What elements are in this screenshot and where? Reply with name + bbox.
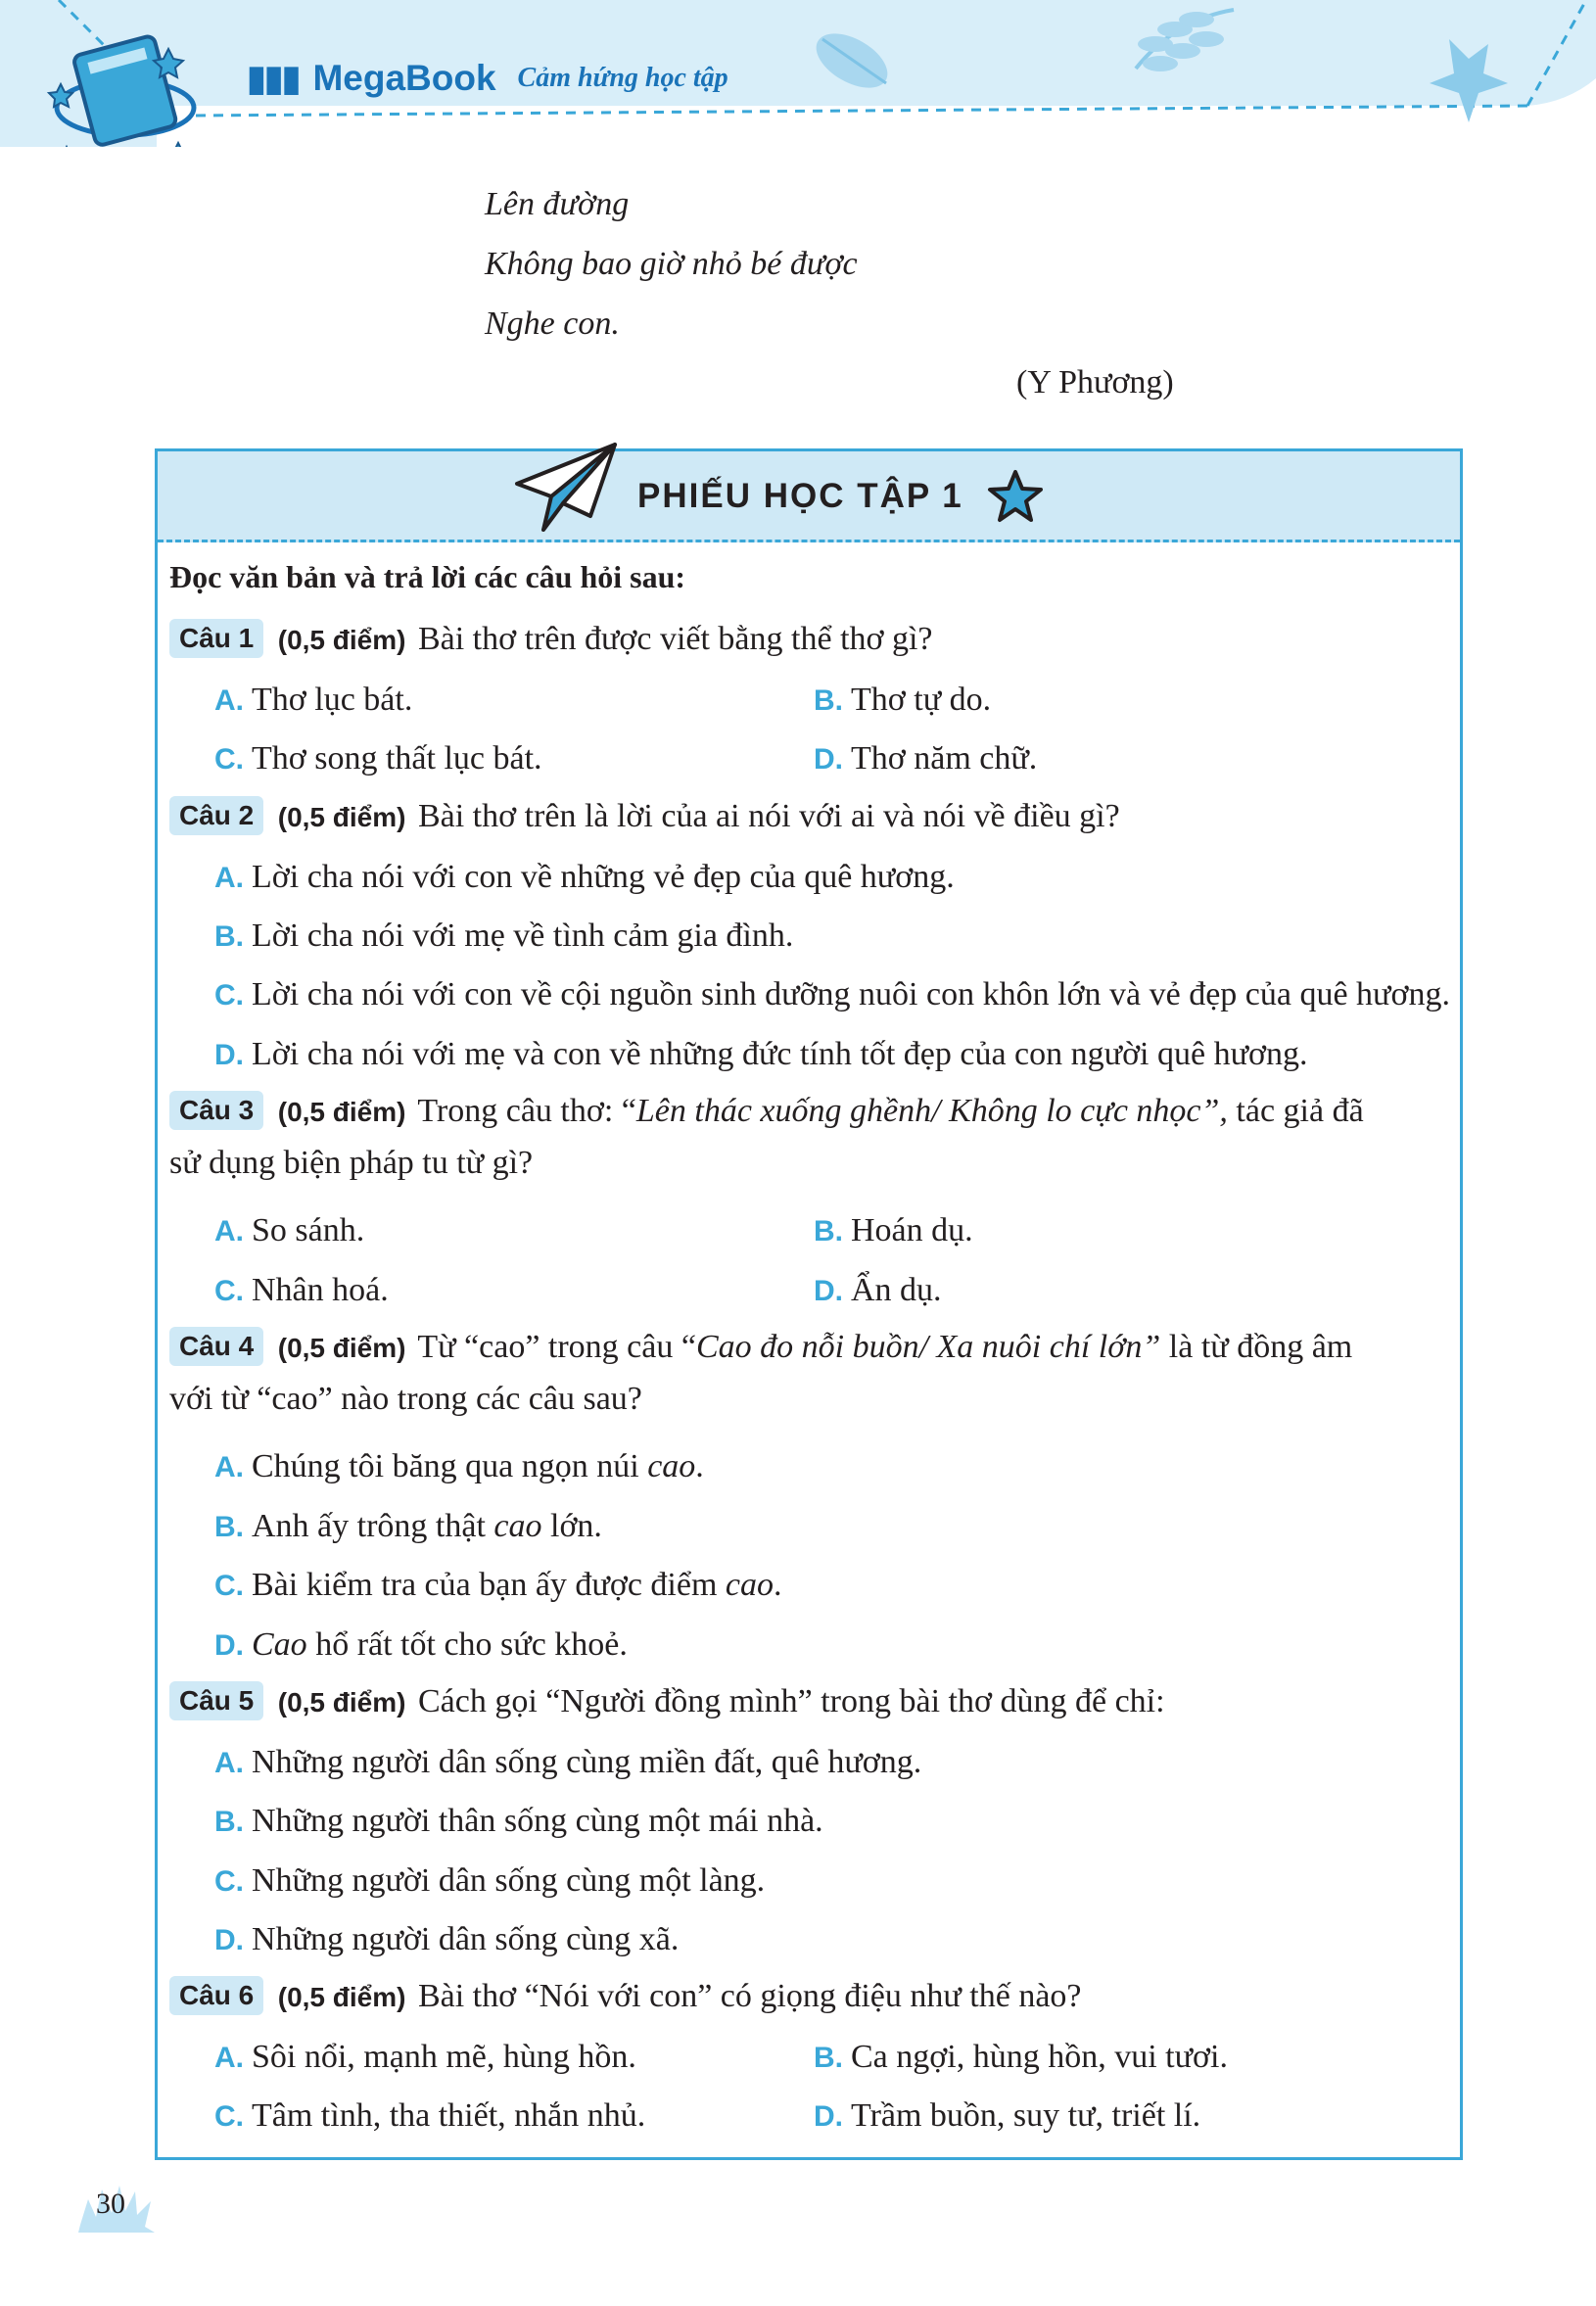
question-3	[169, 1087, 1452, 1137]
option-a	[214, 2036, 636, 2080]
option-letter: B.	[214, 920, 244, 953]
option-c	[214, 1859, 765, 1904]
option-letter: A.	[214, 1747, 244, 1779]
header-background	[0, 0, 1596, 147]
poem-author: (Y Phương)	[1016, 364, 1174, 400]
option-d	[214, 1033, 1308, 1077]
option-letter: D.	[814, 2100, 843, 2133]
option-c	[214, 737, 542, 781]
option-text: Những người dân sống cùng một làng.	[252, 1862, 766, 1899]
brand-name: MegaBook	[312, 58, 496, 98]
option-text: Hoán dụ.	[851, 1212, 973, 1248]
question-tag: Câu 1	[169, 619, 263, 658]
question-3-line-2: sử dụng biện pháp tu từ gì?	[169, 1145, 534, 1181]
option-a	[214, 1209, 364, 1253]
option-b	[214, 1800, 823, 1844]
option-text: Thơ lục bát.	[252, 682, 413, 718]
option-text: Những người dân sống cùng miền đất, quê hương.	[252, 1744, 922, 1780]
option-a	[214, 856, 955, 900]
page-number: 30	[96, 2188, 125, 2220]
option-text: Thơ năm chữ.	[851, 740, 1038, 777]
question-text: Bài thơ trên là lời của ai nói với ai và nói về điều gì?	[417, 798, 1120, 834]
option-text: Ca ngợi, hùng hồn, vui tươi.	[851, 2039, 1228, 2075]
option-text: Thơ song thất lục bát.	[252, 740, 542, 777]
option-text: Những người thân sống cùng một mái nhà.	[252, 1803, 823, 1839]
option-c	[214, 2094, 645, 2139]
option-a	[214, 679, 412, 723]
option-letter: C.	[214, 979, 244, 1012]
option-text: Những người dân sống cùng xã.	[252, 1921, 680, 1957]
question-tag: Câu 6	[169, 1976, 263, 2015]
page-number-badge	[74, 2182, 157, 2235]
option-b	[814, 679, 991, 723]
option-letter: B.	[814, 684, 843, 717]
option-text: .	[774, 1567, 782, 1603]
option-text: So sánh.	[252, 1212, 365, 1248]
option-text: hổ rất tốt cho sức khoẻ.	[306, 1626, 628, 1663]
option-emphasis: cao	[493, 1508, 542, 1544]
question-text: là từ đồng âm	[1160, 1329, 1353, 1365]
option-text: Lời cha nói với con về cội nguồn sinh dưỡng nuôi con khôn lớn và vẻ đẹp của quê hương.	[252, 976, 1450, 1012]
option-text: Lời cha nói với mẹ về tình cảm gia đình.	[252, 918, 794, 954]
option-text: Tâm tình, tha thiết, nhắn nhủ.	[252, 2097, 646, 2134]
worksheet-box	[155, 448, 1463, 2160]
question-tag: Câu 2	[169, 796, 263, 835]
option-text: Lời cha nói với mẹ và con về những đức tính tốt đẹp của con người quê hương.	[252, 1036, 1308, 1072]
option-text: .	[695, 1448, 704, 1484]
option-text: Chúng tôi băng qua ngọn núi	[252, 1448, 648, 1484]
worksheet-instruction: Đọc văn bản và trả lời các câu hỏi sau:	[169, 559, 686, 594]
question-text: tác giả đã	[1227, 1093, 1364, 1129]
option-letter: D.	[214, 1629, 244, 1662]
option-b	[814, 1209, 973, 1253]
option-b	[214, 1505, 602, 1549]
option-letter: A.	[214, 1451, 244, 1483]
option-text: Trầm buồn, suy tư, triết lí.	[851, 2097, 1201, 2134]
option-letter: B.	[214, 1511, 244, 1543]
option-letter: C.	[214, 743, 244, 776]
poem-line: Lên đường	[485, 186, 630, 222]
option-text: Sôi nổi, mạnh mẽ, hùng hồn.	[252, 2039, 636, 2075]
question-6	[169, 1972, 1452, 2022]
option-letter: C.	[214, 1570, 244, 1602]
question-4	[169, 1323, 1452, 1373]
brand	[247, 55, 728, 102]
option-a	[214, 1445, 704, 1489]
option-text: Nhân hoá.	[252, 1272, 389, 1308]
option-d	[214, 1918, 679, 1962]
question-text: Từ “cao” trong câu “	[417, 1329, 696, 1365]
question-quote: Lên thác xuống ghềnh/ Không lo cực nhọc”,	[635, 1093, 1228, 1129]
option-b	[814, 2036, 1228, 2080]
question-points: (0,5 điểm)	[277, 1097, 406, 1127]
option-text: lớn.	[541, 1508, 602, 1544]
brand-mark: ▮▮▮	[247, 58, 300, 98]
option-letter: A.	[214, 684, 244, 717]
paper-plane-icon	[512, 440, 620, 538]
question-points: (0,5 điểm)	[277, 625, 406, 655]
option-letter: B.	[814, 1215, 843, 1247]
option-d	[214, 1624, 628, 1668]
question-tag: Câu 4	[169, 1327, 263, 1366]
option-emphasis: cao	[725, 1567, 774, 1603]
question-tag: Câu 5	[169, 1681, 263, 1720]
option-letter: C.	[214, 2100, 244, 2133]
option-letter: C.	[214, 1275, 244, 1307]
option-text: Thơ tự do.	[851, 682, 992, 718]
option-d	[814, 737, 1037, 781]
brand-slogan: Cảm hứng học tập	[517, 63, 728, 93]
poem-line: Không bao giờ nhỏ bé được	[485, 246, 858, 282]
question-5	[169, 1677, 1452, 1727]
question-points: (0,5 điểm)	[277, 1982, 406, 2012]
question-points: (0,5 điểm)	[277, 802, 406, 832]
option-text: Anh ấy trông thật	[252, 1508, 494, 1544]
option-letter: A.	[214, 862, 244, 894]
option-letter: D.	[814, 743, 843, 776]
question-4-line-2: với từ “cao” nào trong các câu sau?	[169, 1381, 642, 1417]
worksheet-header	[158, 451, 1460, 542]
option-letter: A.	[214, 1215, 244, 1247]
question-tag: Câu 3	[169, 1091, 263, 1130]
option-d	[814, 2094, 1200, 2139]
question-points: (0,5 điểm)	[277, 1687, 406, 1718]
question-text: Bài thơ trên được viết bằng thể thơ gì?	[417, 621, 933, 657]
option-c	[214, 1564, 782, 1608]
question-quote: Cao đo nỗi buồn/ Xa nuôi chí lớn”	[695, 1329, 1161, 1365]
question-2	[169, 792, 1452, 842]
option-b	[214, 915, 793, 959]
question-text: Cách gọi “Người đồng mình” trong bài thơ dùng để chỉ:	[417, 1683, 1165, 1719]
option-emphasis: cao	[647, 1448, 696, 1484]
option-letter: D.	[814, 1275, 843, 1307]
option-letter: D.	[214, 1924, 244, 1956]
star-icon	[986, 469, 1045, 524]
option-c	[214, 1269, 389, 1313]
option-letter: B.	[214, 1806, 244, 1838]
option-emphasis: Cao	[252, 1626, 307, 1663]
question-points: (0,5 điểm)	[277, 1333, 406, 1363]
question-text: Trong câu thơ: “	[417, 1093, 636, 1129]
poem-line: Nghe con.	[485, 306, 620, 342]
option-text: Ẩn dụ.	[851, 1272, 942, 1308]
question-text: Bài thơ “Nói với con” có giọng điệu như thế nào?	[417, 1978, 1082, 2014]
option-letter: C.	[214, 1865, 244, 1898]
option-letter: D.	[214, 1039, 244, 1071]
option-text: Lời cha nói với con về những vẻ đẹp của quê hương.	[252, 859, 955, 895]
option-d	[814, 1269, 942, 1313]
option-c	[214, 973, 1450, 1017]
worksheet-title: PHIẾU HỌC TẬP 1	[637, 477, 963, 515]
option-a	[214, 1741, 921, 1785]
option-text: Bài kiểm tra của bạn ấy được điểm	[252, 1567, 726, 1603]
page-header	[0, 0, 1596, 147]
option-letter: A.	[214, 2042, 244, 2074]
option-letter: B.	[814, 2042, 843, 2074]
question-1	[169, 615, 1452, 665]
